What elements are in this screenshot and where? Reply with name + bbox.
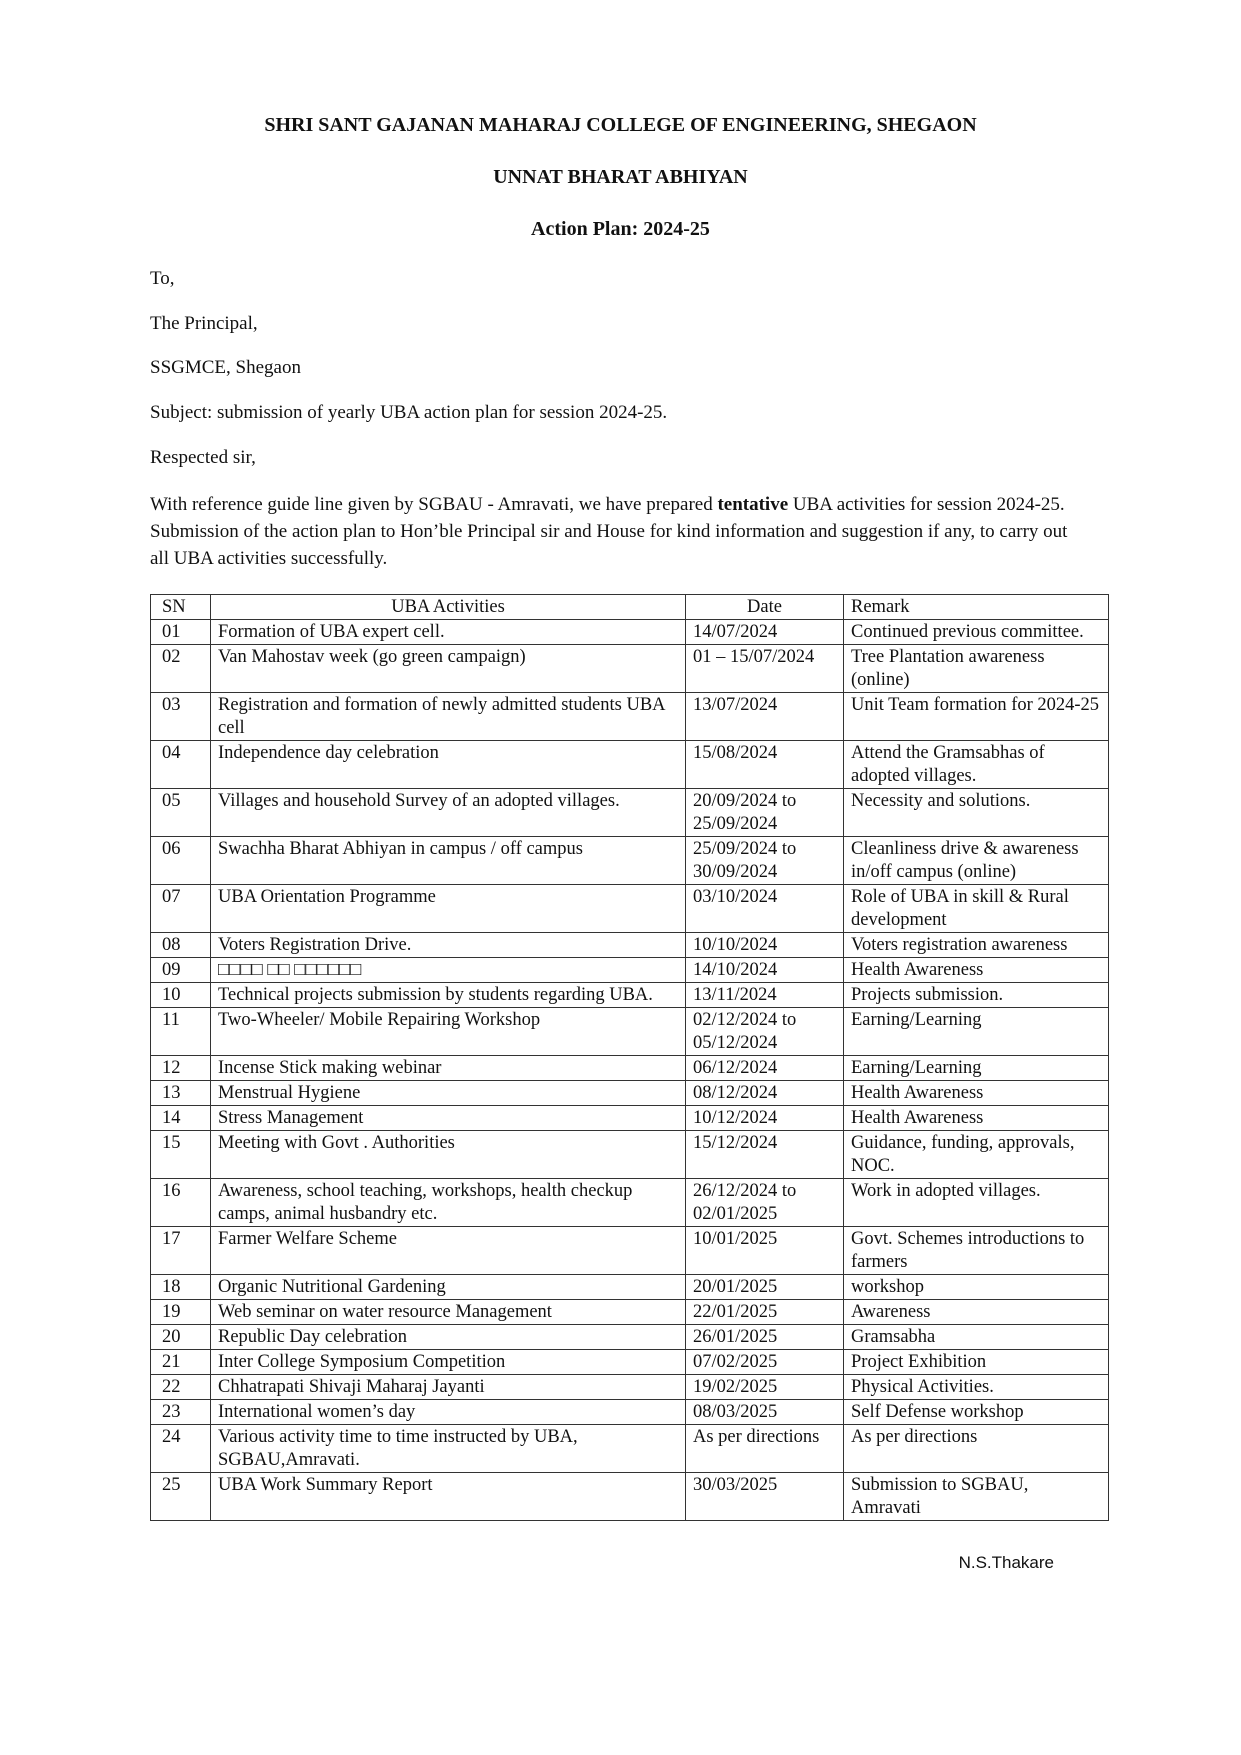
cell-activity: Various activity time to time instructed by UBA, SGBAU,Amravati. — [211, 1425, 686, 1473]
table-row — [151, 1473, 1109, 1521]
cell-remark: Project Exhibition — [844, 1350, 1109, 1375]
cell-remark: Self Defense workshop — [844, 1400, 1109, 1425]
cell-activity: Formation of UBA expert cell. — [211, 620, 686, 645]
table-row — [151, 1300, 1109, 1325]
cell-remark: Physical Activities. — [844, 1375, 1109, 1400]
cell-sn: 22 — [151, 1375, 211, 1400]
cell-remark: Voters registration awareness — [844, 933, 1109, 958]
cell-sn: 21 — [151, 1350, 211, 1375]
cell-activity: Villages and household Survey of an adopted villages. — [211, 789, 686, 837]
cell-remark: Govt. Schemes introductions to farmers — [844, 1227, 1109, 1275]
cell-date: 13/11/2024 — [686, 983, 844, 1008]
cell-activity: Awareness, school teaching, workshops, health checkup camps, animal husbandry etc. — [211, 1179, 686, 1227]
cell-remark: Unit Team formation for 2024-25 — [844, 693, 1109, 741]
cell-date: 07/02/2025 — [686, 1350, 844, 1375]
table-header-row — [151, 595, 1109, 620]
cell-sn: 03 — [151, 693, 211, 741]
table-row — [151, 1425, 1109, 1473]
cell-sn: 17 — [151, 1227, 211, 1275]
cell-remark: Submission to SGBAU, Amravati — [844, 1473, 1109, 1521]
cell-sn: 06 — [151, 837, 211, 885]
cell-date: 30/03/2025 — [686, 1473, 844, 1521]
cell-date: 26/12/2024 to 02/01/2025 — [686, 1179, 844, 1227]
letter-body-part-1: With reference guide line given by SGBAU - Amravati, we have prepared — [150, 494, 718, 515]
scheme-title: UNNAT BHARAT ABHIYAN — [493, 166, 748, 188]
cell-remark: As per directions — [844, 1425, 1109, 1473]
cell-sn: 18 — [151, 1275, 211, 1300]
cell-sn: 09 — [151, 958, 211, 983]
cell-date: 01 – 15/07/2024 — [686, 645, 844, 693]
cell-activity: Two-Wheeler/ Mobile Repairing Workshop — [211, 1008, 686, 1056]
letter-body-part-2: UBA activities for session 2024-25. Submission of the action plan to Hon’ble Principal sir and House for kind information and suggestion if any, to carry out all UBA activities successfully. — [150, 494, 1068, 569]
cell-date: 08/03/2025 — [686, 1400, 844, 1425]
action-plan-table — [150, 594, 1109, 1521]
table-row — [151, 1400, 1109, 1425]
cell-sn: 14 — [151, 1106, 211, 1131]
header-date: Date — [686, 595, 844, 620]
cell-date: 26/01/2025 — [686, 1325, 844, 1350]
cell-activity: Swachha Bharat Abhiyan in campus / off campus — [211, 837, 686, 885]
cell-sn: 15 — [151, 1131, 211, 1179]
header-activity: UBA Activities — [211, 595, 686, 620]
cell-date: 03/10/2024 — [686, 885, 844, 933]
table-row — [151, 1275, 1109, 1300]
letter-to: To, — [150, 268, 175, 289]
cell-sn: 05 — [151, 789, 211, 837]
cell-date: 10/10/2024 — [686, 933, 844, 958]
cell-date: 22/01/2025 — [686, 1300, 844, 1325]
cell-activity: Voters Registration Drive. — [211, 933, 686, 958]
letter-body — [150, 491, 1090, 572]
cell-date: 19/02/2025 — [686, 1375, 844, 1400]
table-row — [151, 1131, 1109, 1179]
cell-date: 25/09/2024 to 30/09/2024 — [686, 837, 844, 885]
cell-date: 14/10/2024 — [686, 958, 844, 983]
table-body — [151, 620, 1109, 1521]
cell-date: 02/12/2024 to 05/12/2024 — [686, 1008, 844, 1056]
table-row — [151, 885, 1109, 933]
letter-body-emphasis: tentative — [717, 494, 789, 515]
cell-sn: 10 — [151, 983, 211, 1008]
cell-remark: Tree Plantation awareness (online) — [844, 645, 1109, 693]
cell-sn: 13 — [151, 1081, 211, 1106]
table-row — [151, 1179, 1109, 1227]
cell-remark: Health Awareness — [844, 1081, 1109, 1106]
cell-sn: 02 — [151, 645, 211, 693]
cell-date: 06/12/2024 — [686, 1056, 844, 1081]
cell-remark: Attend the Gramsabhas of adopted villages. — [844, 741, 1109, 789]
college-title: SHRI SANT GAJANAN MAHARAJ COLLEGE OF ENGINEERING, SHEGAON — [264, 114, 977, 136]
header-sn: SN — [151, 595, 211, 620]
cell-activity: Farmer Welfare Scheme — [211, 1227, 686, 1275]
table-row — [151, 983, 1109, 1008]
table-row — [151, 741, 1109, 789]
letter-subject: Subject: submission of yearly UBA action plan for session 2024-25. — [150, 402, 668, 423]
cell-date: 15/12/2024 — [686, 1131, 844, 1179]
table-row — [151, 789, 1109, 837]
cell-activity: Republic Day celebration — [211, 1325, 686, 1350]
cell-activity: International women’s day — [211, 1400, 686, 1425]
table-row — [151, 1081, 1109, 1106]
cell-remark: Work in adopted villages. — [844, 1179, 1109, 1227]
cell-activity: Menstrual Hygiene — [211, 1081, 686, 1106]
cell-sn: 23 — [151, 1400, 211, 1425]
cell-remark: Necessity and solutions. — [844, 789, 1109, 837]
table-row — [151, 620, 1109, 645]
cell-sn: 25 — [151, 1473, 211, 1521]
cell-activity: Incense Stick making webinar — [211, 1056, 686, 1081]
header-remark: Remark — [844, 595, 1109, 620]
cell-activity: Chhatrapati Shivaji Maharaj Jayanti — [211, 1375, 686, 1400]
cell-date: 20/01/2025 — [686, 1275, 844, 1300]
table-row — [151, 693, 1109, 741]
cell-sn: 19 — [151, 1300, 211, 1325]
cell-remark: workshop — [844, 1275, 1109, 1300]
cell-date: 15/08/2024 — [686, 741, 844, 789]
cell-remark: Cleanliness drive & awareness in/off campus (online) — [844, 837, 1109, 885]
table-row — [151, 933, 1109, 958]
letter-institution: SSGMCE, Shegaon — [150, 357, 301, 378]
letter-recipient: The Principal, — [150, 313, 258, 334]
table-row — [151, 1350, 1109, 1375]
cell-activity: Technical projects submission by students regarding UBA. — [211, 983, 686, 1008]
cell-date: 10/12/2024 — [686, 1106, 844, 1131]
plan-title: Action Plan: 2024-25 — [531, 218, 710, 240]
cell-date: 14/07/2024 — [686, 620, 844, 645]
cell-remark: Health Awareness — [844, 1106, 1109, 1131]
table-row — [151, 1008, 1109, 1056]
table-row — [151, 1375, 1109, 1400]
cell-date: As per directions — [686, 1425, 844, 1473]
table-row — [151, 1106, 1109, 1131]
cell-sn: 04 — [151, 741, 211, 789]
cell-sn: 08 — [151, 933, 211, 958]
cell-activity: □□□□ □□ □□□□□□ — [211, 958, 686, 983]
cell-remark: Continued previous committee. — [844, 620, 1109, 645]
table-row — [151, 645, 1109, 693]
cell-activity: UBA Orientation Programme — [211, 885, 686, 933]
letter-salutation: Respected sir, — [150, 447, 256, 468]
cell-remark: Earning/Learning — [844, 1056, 1109, 1081]
cell-date: 08/12/2024 — [686, 1081, 844, 1106]
table-row — [151, 958, 1109, 983]
cell-sn: 16 — [151, 1179, 211, 1227]
cell-remark: Health Awareness — [844, 958, 1109, 983]
cell-activity: UBA Work Summary Report — [211, 1473, 686, 1521]
cell-activity: Independence day celebration — [211, 741, 686, 789]
cell-sn: 24 — [151, 1425, 211, 1473]
cell-sn: 20 — [151, 1325, 211, 1350]
cell-activity: Van Mahostav week (go green campaign) — [211, 645, 686, 693]
cell-remark: Earning/Learning — [844, 1008, 1109, 1056]
cell-remark: Awareness — [844, 1300, 1109, 1325]
table-row — [151, 837, 1109, 885]
table-row — [151, 1227, 1109, 1275]
cell-activity: Meeting with Govt . Authorities — [211, 1131, 686, 1179]
cell-activity: Inter College Symposium Competition — [211, 1350, 686, 1375]
table-row — [151, 1325, 1109, 1350]
cell-activity: Registration and formation of newly admitted students UBA cell — [211, 693, 686, 741]
signature-name: N.S.Thakare — [958, 1553, 1054, 1572]
cell-sn: 12 — [151, 1056, 211, 1081]
table-row — [151, 1056, 1109, 1081]
cell-remark: Guidance, funding, approvals, NOC. — [844, 1131, 1109, 1179]
cell-sn: 01 — [151, 620, 211, 645]
cell-date: 13/07/2024 — [686, 693, 844, 741]
cell-activity: Organic Nutritional Gardening — [211, 1275, 686, 1300]
cell-remark: Role of UBA in skill & Rural development — [844, 885, 1109, 933]
cell-activity: Web seminar on water resource Management — [211, 1300, 686, 1325]
cell-date: 20/09/2024 to 25/09/2024 — [686, 789, 844, 837]
cell-activity: Stress Management — [211, 1106, 686, 1131]
cell-remark: Projects submission. — [844, 983, 1109, 1008]
cell-remark: Gramsabha — [844, 1325, 1109, 1350]
cell-sn: 07 — [151, 885, 211, 933]
cell-sn: 11 — [151, 1008, 211, 1056]
cell-date: 10/01/2025 — [686, 1227, 844, 1275]
